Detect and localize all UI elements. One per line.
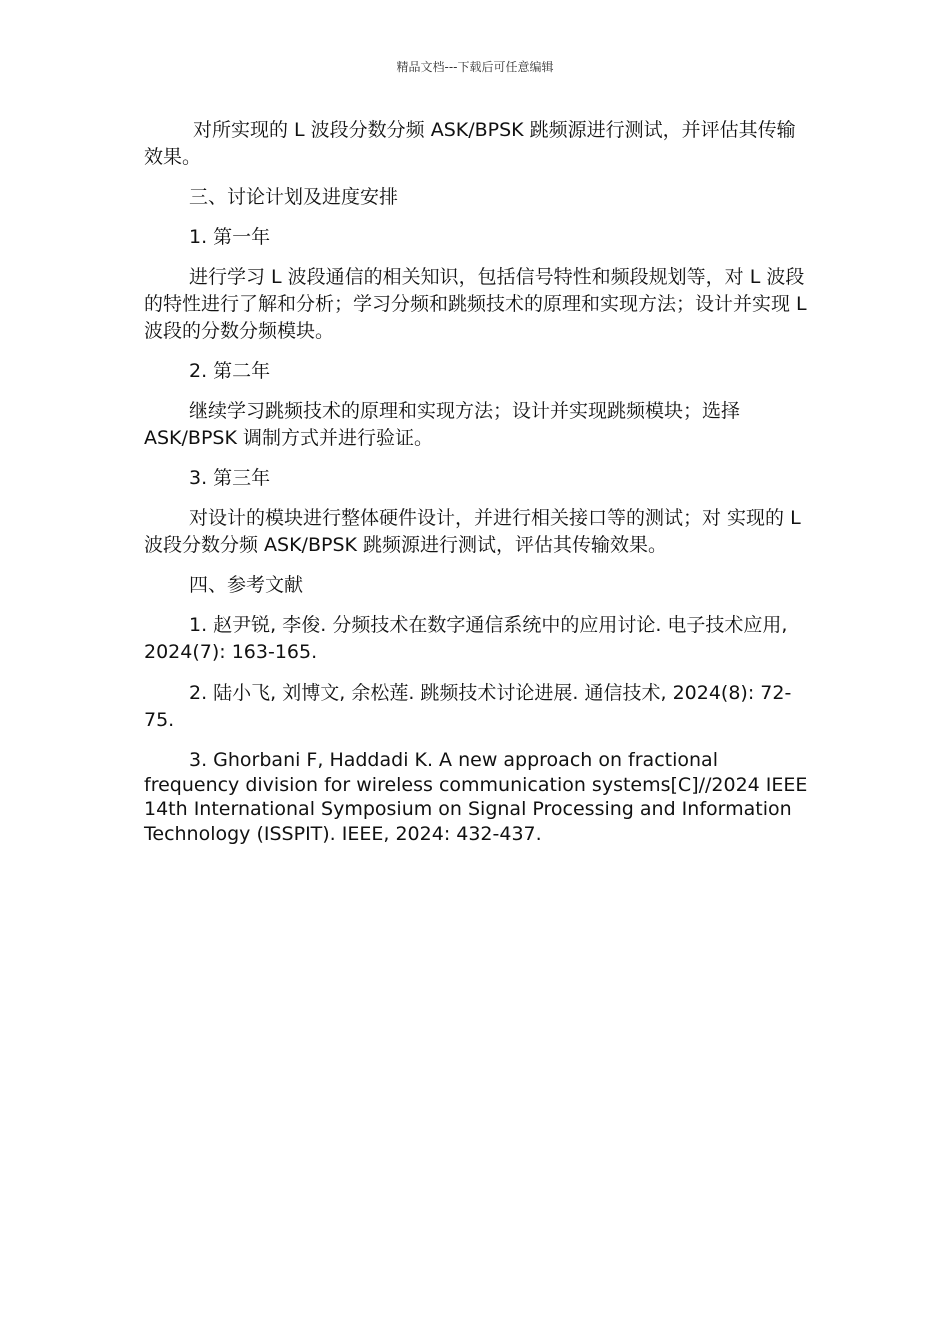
section-heading-references: 四、参考文献 [189,574,304,596]
year-one-heading: 1. 第一年 [189,226,271,248]
paragraph-test-evaluation: 对所实现的 L 波段分数分频 ASK/BPSK 跳频源进行测试，并评估其传输效果。 [144,119,796,168]
section-heading-plan: 三、讨论计划及进度安排 [189,186,399,208]
year-three-text: 对设计的模块进行整体硬件设计，并进行相关接口等的测试；对 实现的 L 波段分数分频 ASK/BPSK 跳频源进行测试，评估其传输效果。 [144,507,801,556]
reference-item: 1. 赵尹锐, 李俊. 分频技术在数字通信系统中的应用讨论. 电子技术应用, 2024(7): 163-165. [144,614,788,663]
reference-item: 2. 陆小飞, 刘博文, 余松莲. 跳频技术讨论进展. 通信技术, 2024(8): 72-75. [144,682,792,731]
reference-item: 3. Ghorbani F, Haddadi K. A new approach on fractional frequency division for wireless communication systems[C]//2024 IEEE 14th International Symposium on Signal Processing and Information Technology (ISSPIT). IEEE, 2024: 432-437. [144,749,808,845]
year-two-text: 继续学习跳频技术的原理和实现方法；设计并实现跳频模块；选择 ASK/BPSK 调制方式并进行验证。 [144,400,741,449]
page-header: 精品文档---下载后可任意编辑 [396,60,554,74]
document-body [144,117,810,860]
year-two-heading: 2. 第二年 [189,360,271,382]
year-one-text: 进行学习 L 波段通信的相关知识，包括信号特性和频段规划等，对 L 波段的特性进行了解和分析；学习分频和跳频技术的原理和实现方法；设计并实现 L 波段的分数分频模块。 [144,266,807,342]
year-three-heading: 3. 第三年 [189,467,271,489]
